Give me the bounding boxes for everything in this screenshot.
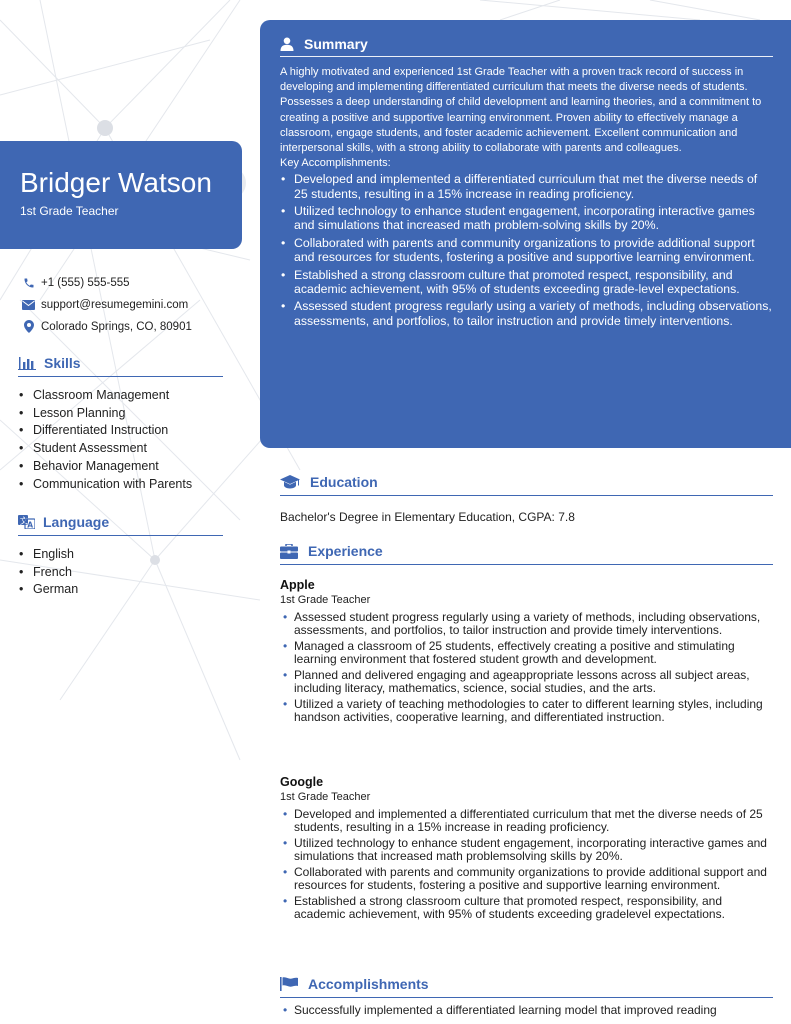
job-entry <box>280 578 775 727</box>
skill-item: • Student Assessment <box>18 440 223 458</box>
flag-icon <box>280 977 298 991</box>
accomplishments-heading-text: Accomplishments <box>308 976 429 992</box>
language-list <box>18 546 223 599</box>
skill-item: • Behavior Management <box>18 458 223 476</box>
job-company: Apple <box>280 578 315 592</box>
email-icon <box>22 298 35 311</box>
summary-bullet: • Collaborated with parents and community organizations to provide additional support and resources for students, fostering a positive and supportive learning environment. <box>280 236 773 265</box>
skills-heading-text: Skills <box>44 355 81 371</box>
phone-icon <box>22 276 35 289</box>
language-section <box>18 514 223 599</box>
location-pin-icon <box>22 320 35 333</box>
email-text[interactable]: support@resumegemini.com <box>41 298 189 311</box>
location-text: Colorado Springs, CO, 80901 <box>41 320 192 333</box>
job-bullet: • Assessed student progress regularly using a variety of methods, including observations, assessments, and portfolios, to tailor instruction and provide timely interventions. <box>280 611 775 636</box>
language-icon <box>18 515 35 529</box>
job-bullet: • Collaborated with parents and community organizations to provide additional support and resources for students, fostering a positive and supportive learning environment. <box>280 866 775 891</box>
language-item: • German <box>18 581 223 599</box>
skills-heading <box>18 355 223 377</box>
job-bullets <box>280 611 775 723</box>
language-heading <box>18 514 223 536</box>
language-heading-text: Language <box>43 514 110 530</box>
summary-heading-text: Summary <box>304 36 368 52</box>
accomplishments-list <box>280 1004 775 1017</box>
skill-item: • Communication with Parents <box>18 476 223 494</box>
contact-info <box>22 273 237 339</box>
education-heading-text: Education <box>310 474 378 490</box>
skill-item: • Classroom Management <box>18 387 223 405</box>
education-heading <box>280 474 773 496</box>
skills-section <box>18 355 223 493</box>
skill-item: • Differentiated Instruction <box>18 422 223 440</box>
graduation-cap-icon <box>280 475 300 489</box>
bar-chart-icon <box>18 356 36 370</box>
svg-text:文: 文 <box>20 516 28 526</box>
language-item: • English <box>18 546 223 564</box>
job-role: 1st Grade Teacher <box>280 594 371 606</box>
accomplishments-heading <box>280 976 773 998</box>
contact-location <box>22 317 237 336</box>
job-entry <box>280 775 775 924</box>
accomplishment-bullet: • Successfully implemented a differentiated learning model that improved reading <box>280 1004 775 1017</box>
summary-section <box>260 20 791 448</box>
job-bullet: • Utilized technology to enhance student engagement, incorporating interactive games and simulations that increased math problemsolving skills by 20%. <box>280 837 775 862</box>
job-bullet: • Planned and delivered engaging and ageappropriate lessons across all subject areas, including literacy, mathematics, science, social studies, and the arts. <box>280 669 775 694</box>
language-item: • French <box>18 564 223 582</box>
candidate-title: 1st Grade Teacher <box>20 204 119 218</box>
job-bullet: • Managed a classroom of 25 students, effectively creating a positive and stimulating learning environment that fostered student growth and development. <box>280 640 775 665</box>
education-degree: Bachelor's Degree in Elementary Education, CGPA: 7.8 <box>280 510 575 524</box>
summary-heading <box>280 36 773 57</box>
job-bullet: • Established a strong classroom culture that promoted respect, responsibility, and academic achievement, with 95% of students exceeding gradelevel expectations. <box>280 895 775 920</box>
skill-item: • Lesson Planning <box>18 405 223 423</box>
briefcase-icon <box>280 544 298 559</box>
job-company: Google <box>280 775 324 789</box>
experience-heading-text: Experience <box>308 543 383 559</box>
contact-phone <box>22 273 237 292</box>
svg-text:A: A <box>27 520 34 529</box>
job-bullets <box>280 808 775 920</box>
candidate-name: Bridger Watson <box>20 167 212 198</box>
summary-bullet: • Developed and implemented a differentiated curriculum that met the diverse needs of 25 students, resulting in a 15% increase in reading proficiency. <box>280 172 773 201</box>
phone-text[interactable]: +1 (555) 555-555 <box>41 276 130 289</box>
skills-list <box>18 387 223 493</box>
summary-bullet: • Established a strong classroom culture that promoted respect, responsibility, and academic achievement, with 95% of students exceeding grade-level expectations. <box>280 268 773 297</box>
experience-heading <box>280 543 773 565</box>
job-role: 1st Grade Teacher <box>280 791 371 803</box>
summary-bullet: • Utilized technology to enhance student engagement, incorporating interactive games and simulations that increased math problem-solving skills by 20%. <box>280 204 773 233</box>
key-accomplishments-label: Key Accomplishments: <box>280 157 391 170</box>
job-bullet: • Developed and implemented a differentiated curriculum that met the diverse needs of 25 students, resulting in a 15% increase in reading proficiency. <box>280 808 775 833</box>
summary-text: A highly motivated and experienced 1st Grade Teacher with a proven track record of success in developing and implementing differentiated curriculum that meets the diverse needs of students. Possesses a deep understanding of child development and learning theories, and a commitment to creating a positive and supportive learning environment. Proven ability to effectively manage a classroom, engage students, and foster academic achievement. Excellent communication and interpersonal skills, with a strong ability to collaborate with parents and colleagues. <box>280 66 762 155</box>
name-header-block <box>0 141 242 249</box>
summary-bullet: • Assessed student progress regularly using a variety of methods, including observations, assessments, and portfolios, to tailor instruction and provide timely interventions. <box>280 299 773 328</box>
contact-email <box>22 295 237 314</box>
user-icon <box>280 37 294 51</box>
job-bullet: • Utilized a variety of teaching methodologies to cater to different learning styles, including handson activities, cooperative learning, and differentiated instruction. <box>280 698 775 723</box>
summary-bullets <box>280 172 773 328</box>
